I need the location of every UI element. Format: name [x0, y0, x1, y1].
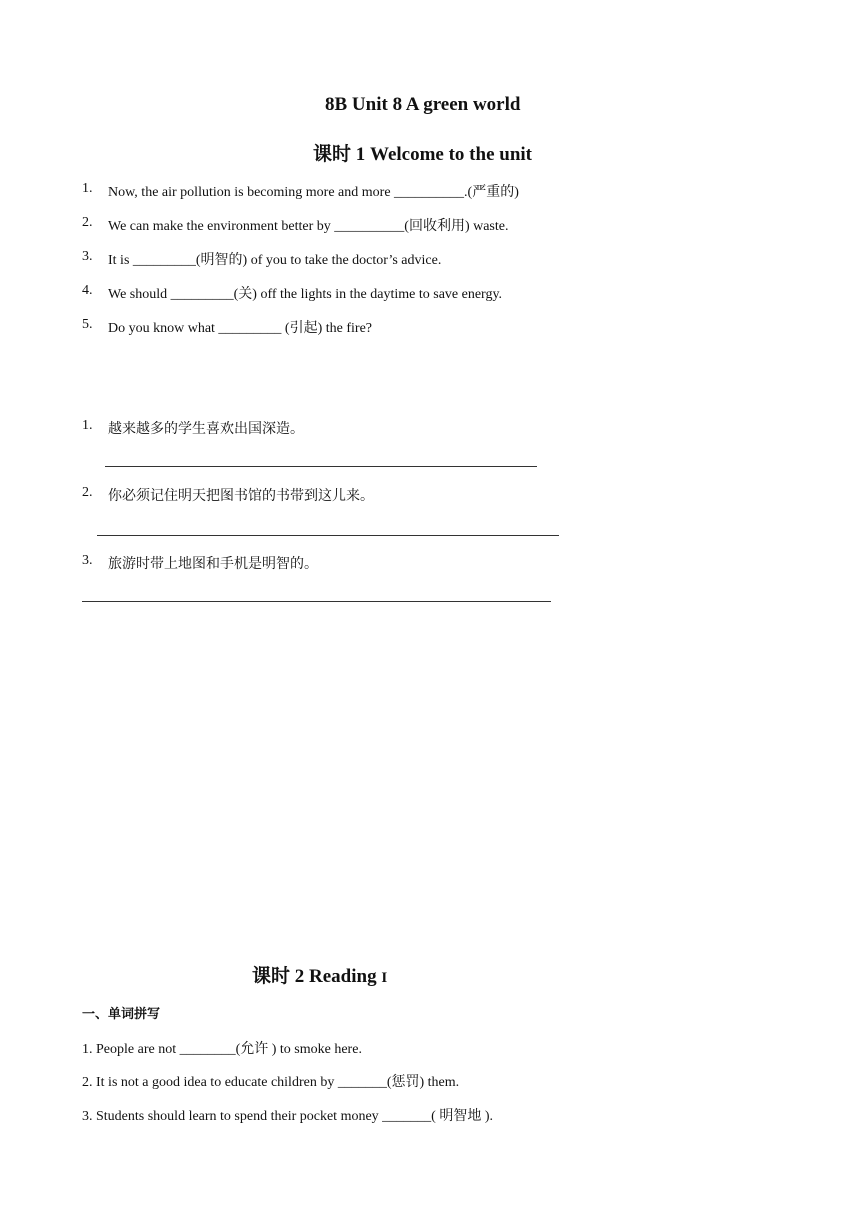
item-number: 5. [82, 317, 93, 332]
document-title: 8B Unit 8 A green world [325, 94, 521, 115]
item-text: We can make the environment better by __________(回收利用) waste. [108, 219, 509, 234]
item-number: 3. [82, 249, 93, 264]
item-number: 2. [82, 215, 93, 230]
item-text: Now, the air pollution is becoming more and more __________.(严重的) [108, 185, 519, 200]
item-number: 1. [82, 181, 93, 196]
item-number: 1. [82, 418, 93, 433]
item-text: 你必须记住明天把图书馆的书带到这儿来。 [108, 489, 374, 504]
item-text: We should _________(关) off the lights in the daytime to save energy. [108, 287, 503, 302]
answer-line[interactable] [105, 466, 537, 467]
lesson2-title-roman: I [381, 970, 388, 986]
spelling-item: 3. Students should learn to spend their pocket money _______( 明智地 ). [82, 1109, 493, 1124]
section-heading: 一、单词拼写 [82, 1007, 161, 1022]
answer-line[interactable] [82, 601, 551, 602]
answer-line[interactable] [97, 535, 559, 536]
spelling-item: 2. It is not a good idea to educate children by _______(惩罚) them. [82, 1075, 460, 1090]
item-text: 旅游时带上地图和手机是明智的。 [108, 557, 318, 572]
lesson2-title-main: 课时 2 Reading [252, 966, 382, 987]
item-text: Do you know what _________ (引起) the fire? [108, 321, 373, 336]
lesson2-title [252, 961, 387, 988]
item-number: 2. [82, 485, 93, 500]
item-number: 3. [82, 553, 93, 568]
spelling-item: 1. People are not ________(允许 ) to smoke here. [82, 1042, 362, 1057]
item-text: It is _________(明智的) of you to take the doctor’s advice. [108, 253, 442, 268]
item-number: 4. [82, 283, 93, 298]
lesson1-title: 课时 1 Welcome to the unit [313, 144, 533, 165]
item-text: 越来越多的学生喜欢出国深造。 [108, 422, 304, 437]
